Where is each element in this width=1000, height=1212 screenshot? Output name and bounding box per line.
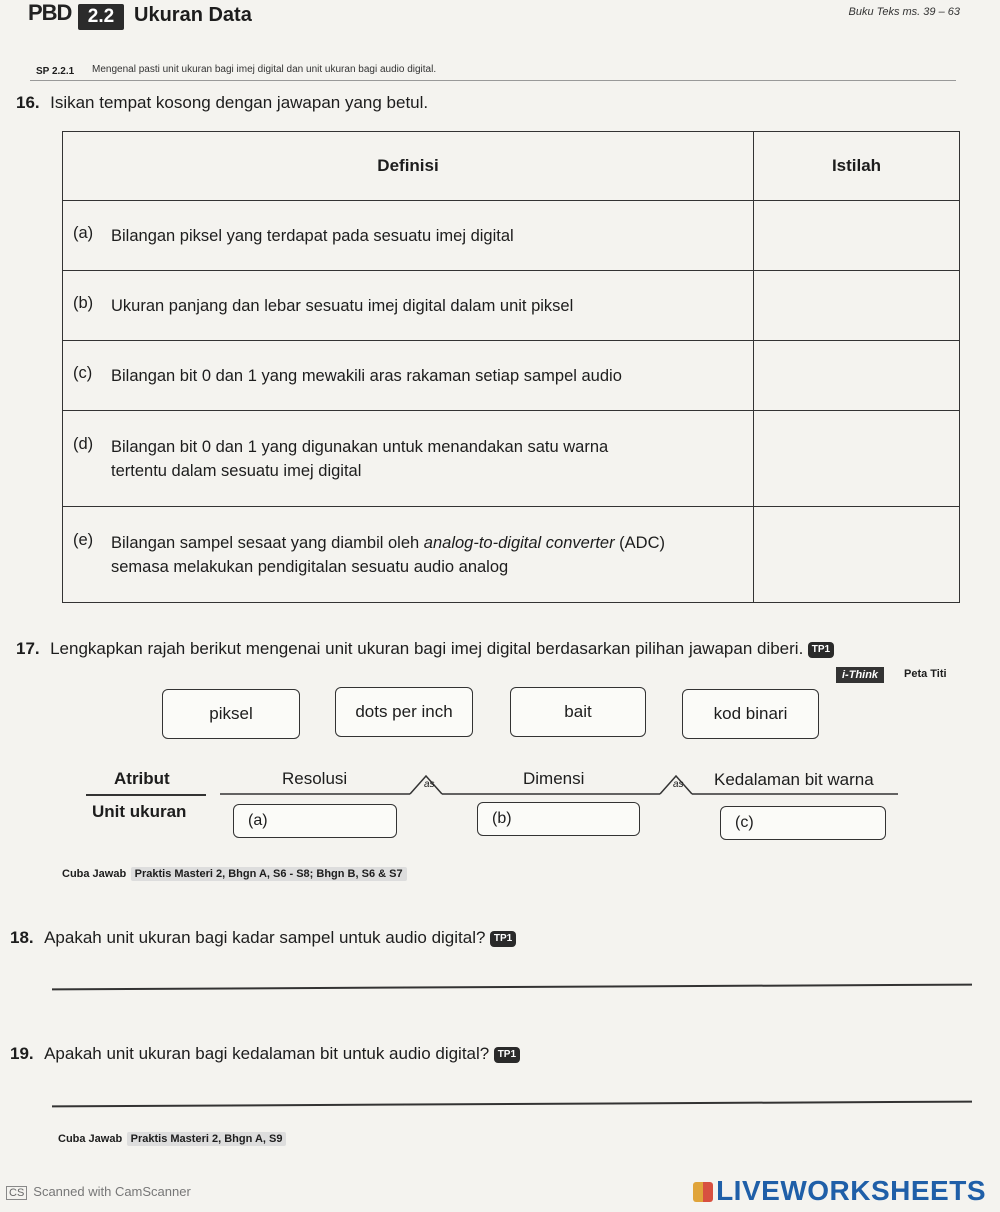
table-row — [63, 507, 960, 603]
cuba-jawab-19 — [58, 1129, 286, 1147]
cuba-label: Cuba Jawab — [62, 868, 127, 880]
definition-cell — [63, 341, 754, 411]
definition-line-1-italic: analog-to-digital converter — [423, 533, 615, 552]
bridge-map-lines — [220, 770, 900, 800]
answer-line-18[interactable] — [52, 984, 972, 990]
option-dots-per-inch[interactable]: dots per inch — [335, 687, 473, 737]
question-text: Apakah unit ukuran bagi kadar sampel untuk audio digital? — [44, 928, 486, 947]
answer-box-b[interactable]: (b) — [477, 802, 640, 836]
answer-line-19[interactable] — [52, 1101, 972, 1107]
term-answer-cell-d[interactable] — [754, 411, 960, 507]
row-letter: (b) — [73, 293, 94, 312]
answer-box-a[interactable]: (a) — [233, 804, 397, 838]
liveworksheets-brand — [693, 1175, 986, 1207]
tp-badge: TP1 — [490, 931, 516, 947]
liveworksheets-icon — [693, 1182, 713, 1202]
definition-text — [111, 531, 665, 579]
definition-line-2: semasa melakukan pendigitalan sesuatu audio analog — [111, 557, 509, 576]
scanned-text: Scanned with CamScanner — [33, 1184, 191, 1199]
definition-text: Bilangan bit 0 dan 1 yang mewakili aras rakaman setiap sampel audio — [111, 366, 622, 385]
term-answer-cell-b[interactable] — [754, 271, 960, 341]
liveworksheets-text: LIVEWORKSHEETS — [716, 1175, 986, 1206]
pbd-label: PBD — [28, 0, 72, 25]
tp-badge: TP1 — [494, 1047, 520, 1063]
row-letter: (e) — [73, 530, 94, 549]
section-number-badge: 2.2 — [78, 4, 124, 30]
table-row — [63, 411, 960, 507]
camscanner-icon: CS — [6, 1186, 27, 1200]
ithink-label: i-Think — [836, 667, 884, 683]
column-header-term: Istilah — [754, 132, 960, 201]
definition-table — [62, 131, 960, 603]
question-text: Apakah unit ukuran bagi kedalaman bit untuk audio digital? — [44, 1044, 490, 1063]
row-letter: (c) — [73, 363, 93, 382]
cuba-jawab-17 — [62, 864, 407, 882]
cuba-reference: Praktis Masteri 2, Bhgn A, S6 - S8; Bhgn B, S6 & S7 — [131, 867, 407, 881]
unit-label: Unit ukuran — [92, 802, 187, 821]
definition-cell — [63, 271, 754, 341]
header-divider — [30, 80, 956, 81]
definition-text: Ukuran panjang dan lebar sesuatu imej digital dalam unit piksel — [111, 296, 574, 315]
column-header-definition: Definisi — [63, 132, 754, 201]
definition-line-1-start: Bilangan sampel sesaat yang diambil oleh — [111, 533, 420, 552]
table-row — [63, 341, 960, 411]
term-answer-cell-a[interactable] — [754, 201, 960, 271]
question-number: 17. — [16, 639, 40, 658]
question-number: 16. — [16, 93, 40, 112]
attribute-dimensi: Dimensi — [523, 769, 585, 788]
section-title: Ukuran Data — [134, 4, 252, 26]
as-label: as — [673, 779, 684, 790]
option-kod-binari[interactable]: kod binari — [682, 689, 819, 739]
question-text: Lengkapkan rajah berikut mengenai unit ukuran bagi imej digital berdasarkan pilihan jawapan diberi. — [50, 639, 804, 658]
term-answer-cell-c[interactable] — [754, 341, 960, 411]
definition-line-2: tertentu dalam sesuatu imej digital — [111, 461, 362, 480]
definition-cell — [63, 201, 754, 271]
camscanner-watermark — [6, 1184, 191, 1200]
question-number: 18. — [10, 928, 34, 947]
question-17-heading — [16, 639, 834, 659]
table-row — [63, 201, 960, 271]
definition-line-1-end: (ADC) — [619, 533, 665, 552]
definition-cell — [63, 507, 754, 603]
sp-text: Mengenal pasti unit ukuran bagi imej digital dan unit ukuran bagi audio digital. — [92, 64, 437, 75]
option-bait[interactable]: bait — [510, 687, 646, 737]
book-reference: Buku Teks ms. 39 – 63 — [848, 6, 960, 18]
option-piksel[interactable]: piksel — [162, 689, 300, 739]
question-16-heading — [16, 93, 428, 113]
row-letter: (a) — [73, 223, 94, 242]
sp-code: SP 2.2.1 — [36, 66, 75, 77]
bridge-line — [86, 794, 206, 796]
definition-cell — [63, 411, 754, 507]
question-number: 19. — [10, 1044, 34, 1063]
term-answer-cell-e[interactable] — [754, 507, 960, 603]
peta-titi-label: Peta Titi — [904, 668, 947, 680]
attribute-resolusi: Resolusi — [282, 769, 348, 788]
question-19-heading — [10, 1044, 520, 1064]
answer-box-c[interactable]: (c) — [720, 806, 886, 840]
attribute-kedalaman-bit-warna: Kedalaman bit warna — [714, 770, 874, 789]
cuba-label: Cuba Jawab — [58, 1133, 123, 1145]
attribute-label: Atribut — [114, 769, 170, 788]
tp-badge: TP1 — [808, 642, 834, 658]
definition-line-1: Bilangan bit 0 dan 1 yang digunakan untuk menandakan satu warna — [111, 437, 609, 456]
as-label: as — [424, 779, 435, 790]
cuba-reference: Praktis Masteri 2, Bhgn A, S9 — [127, 1132, 287, 1146]
question-text: Isikan tempat kosong dengan jawapan yang betul. — [50, 93, 429, 112]
question-18-heading — [10, 928, 516, 948]
table-row — [63, 271, 960, 341]
definition-text — [111, 435, 608, 483]
definition-text: Bilangan piksel yang terdapat pada sesuatu imej digital — [111, 226, 514, 245]
row-letter: (d) — [73, 434, 94, 453]
